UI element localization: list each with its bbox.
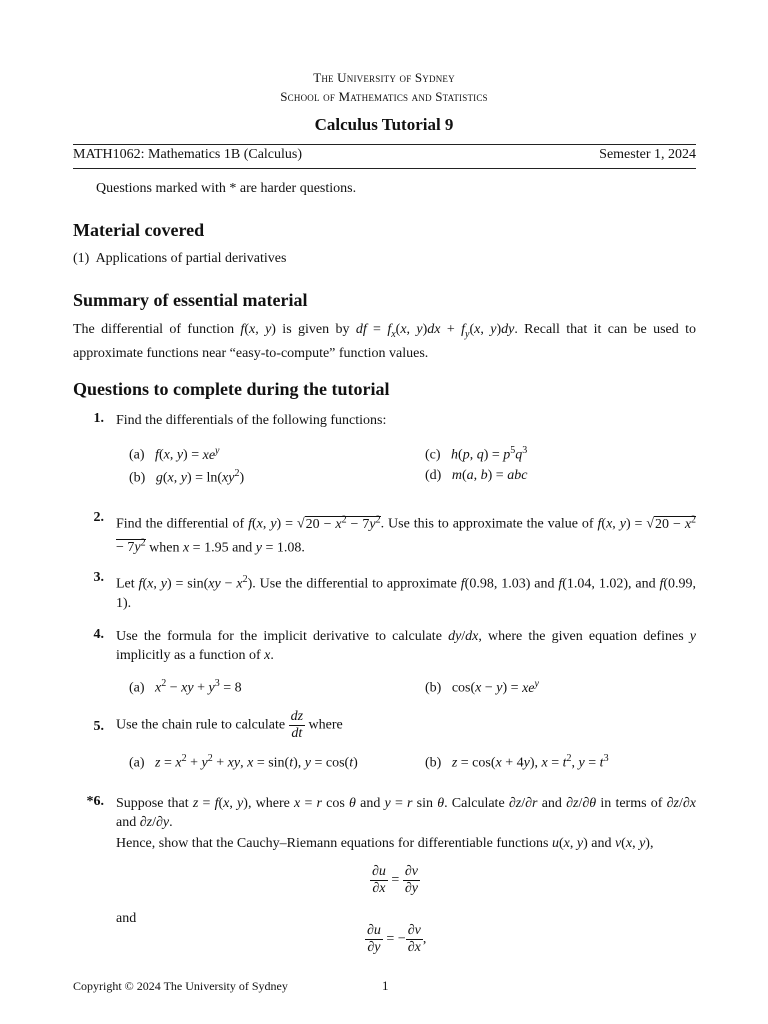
school-name: School of Mathematics and Statistics (280, 89, 488, 104)
bottom-rule (73, 168, 696, 169)
question-5-text: Use the chain rule to calculate $\frac{dz}{dt}$ where (116, 709, 343, 741)
question-4-number: 4. (93, 627, 104, 642)
course-code: MATH1062: Mathematics 1B (Calculus) (73, 147, 303, 162)
q1-part-b: (b) g(x, $y) = \ln(xy^2)$ (129, 468, 245, 486)
question-2-number: 2. (93, 510, 104, 525)
cauchy-riemann-eq-2: $\frac{\partial u}{\partial y}$ = − $\frac{\partial v}{\partial x}$ , (367, 923, 427, 955)
q4-part-b: (b) $\cos(x - y) = xe^y$ (425, 678, 539, 696)
material-item (73, 251, 286, 267)
q4-part-a: (a) $x^2$ − xy + $y^3 = 8$ (129, 678, 242, 696)
question-1-text: Find the differentials of the following functions: (116, 413, 387, 428)
cauchy-riemann-eq-1: $\frac{\partial u}{\partial x}$ = $\frac{\partial v}{\partial y}$ (372, 864, 418, 896)
dz-dt-fraction: $\frac{dz}{dt}$ (290, 709, 304, 741)
material-heading: Material covered (73, 220, 205, 240)
and-text: and (116, 911, 137, 926)
question-2-text: Find the differential of f(x, $y) = √20 - x^2 - 7y^2$. Use this to approximate the value of f(x, $y) = √20 - x^2 - 7y^2$ when x = 1.95 and y = 1.08. (116, 514, 697, 556)
question-5-number: 5. (93, 719, 104, 734)
material-item-number: (1) (73, 251, 90, 266)
summary-heading: Summary of essential material (73, 290, 308, 310)
q1-part-a: (a) f(x, $y) = xe^y$ (129, 445, 220, 463)
university-name: The University of Sydney (313, 70, 455, 85)
question-1-number: 1. (93, 411, 104, 426)
q1-part-c: (c) h(p, $q) = p^5q^3$ (425, 445, 528, 463)
top-rule (73, 144, 696, 145)
material-item-text: Applications of partial derivatives (95, 251, 287, 266)
semester: Semester 1, 2024 (599, 147, 696, 162)
summary-text: The differential of function f(x, y) is given by df = $f_x(x$, $y)dx + f_y(x$, y)dy. Recall that it can be used to approximate functions near “easy-to-compute” function values. (73, 322, 697, 361)
q5-part-b: (b) z = cos(x + 4y), $x = t^2$, $y = t^3$ (425, 753, 609, 771)
question-4-text: Use the formula for the implicit derivative to calculate dy/dx, where the given equation defines y implicitly as a function of x. (116, 629, 697, 663)
question-6-number: *6. (86, 794, 104, 809)
intro-note: Questions marked with * are harder questions. (96, 181, 357, 196)
question-6-hence: Hence, show that the Cauchy–Riemann equations for differentiable functions u(x, y) and v(x, y), (116, 836, 654, 851)
q1-part-d: (d) m(a, b) = abc (425, 468, 528, 483)
copyright: Copyright © 2024 The University of Sydney (73, 979, 288, 993)
tutorial-heading: Questions to complete during the tutorial (73, 379, 390, 399)
question-6-text: Suppose that z = f(x, y), where x = r cos θ and y = r sin θ. Calculate ∂z/∂r and ∂z/∂θ in terms of ∂z/∂x and ∂z/∂y. (116, 796, 697, 830)
question-3-text: Let f(x, $y) = \sin(xy - x^2)$. Use the differential to approximate f(0.98, 1.03) and f(1.04, 1.02), and f(0.99, 1). (116, 574, 697, 611)
page-title: Calculus Tutorial 9 (314, 115, 454, 134)
q5-part-a: (a) $z = x^2 + y^2$ + xy, x = sin(t), y = cos(t) (129, 753, 358, 771)
question-3-number: 3. (93, 570, 104, 585)
page-number: 1 (382, 978, 389, 993)
